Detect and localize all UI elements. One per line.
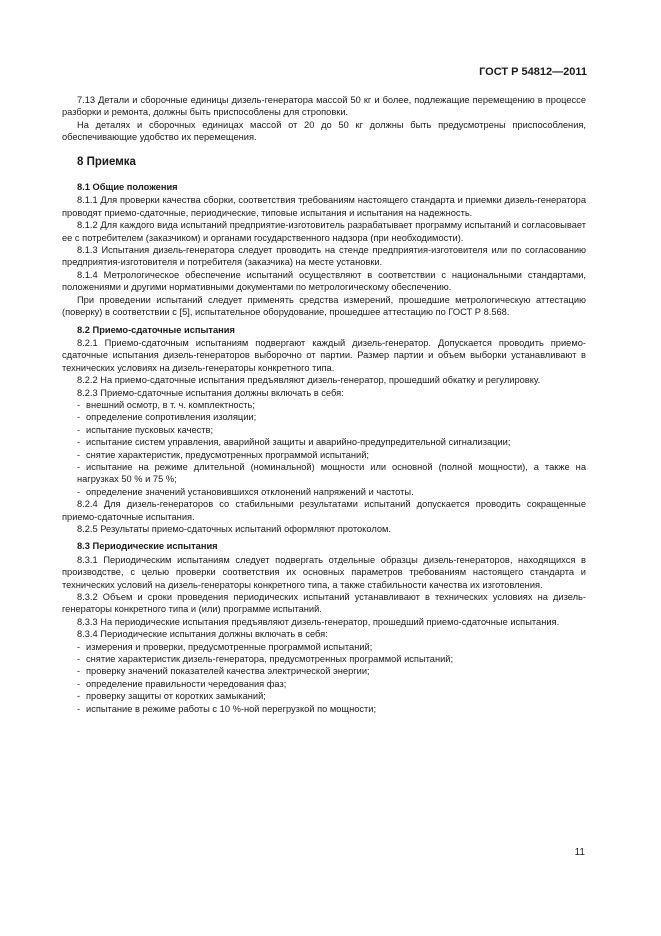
paragraph: 8.2.3 Приемо-сдаточные испытания должны включать в себя:: [77, 387, 344, 398]
list-item: - проверку значений показателей качества электрической энергии;: [77, 666, 370, 677]
list-item: - определение значений установившихся отклонений напряжений и частоты.: [77, 486, 414, 497]
paragraph: При проведении испытаний следует применять средства измерений, прошедшие метрологическую аттестацию (поверку) в соответствии с [5], испытательное оборудование, прошедшее аттестацию по ГОСТ Р 8.568.: [62, 294, 586, 318]
paragraph: 8.2.2 На приемо-сдаточные испытания предъявляют дизель-генератор, прошедший обкатку и регулировку.: [77, 375, 541, 386]
paragraph: 8.3.4 Периодические испытания должны включать в себя:: [77, 629, 328, 640]
paragraph: 8.1.2 Для каждого вида испытаний предприятие-изготовитель разрабатывает программу испытаний и согласовывает ее с потребителем (заказчиком) и органами государственного надзора (при необходимости).: [62, 220, 586, 243]
list-item: - испытание в режиме работы с 10 %-ной перегрузкой по мощности;: [77, 703, 377, 714]
list-item: - определение правильности чередования фаз;: [77, 678, 287, 689]
paragraph: На деталях и сборочных единицах массой от 20 до 50 кг должны быть предусмотрены приспособления, обеспечивающие удобство их перемещения.: [62, 119, 586, 143]
list-item: - проверку защиты от коротких замыканий;: [77, 691, 266, 702]
list-item: - измерения и проверки, предусмотренные программой испытаний;: [77, 641, 373, 652]
page-number: 11: [574, 847, 585, 858]
list-item: - снятие характеристик дизель-генератора, предусмотренных программой испытаний;: [77, 654, 454, 665]
paragraph: 8.1.3 Испытания дизель-генератора следует проводить на стенде предприятия-изготовителя или по согласованию предприятия-изготовителя и потребителя (заказчика) на месте установки.: [62, 245, 586, 268]
paragraph: 8.1.1 Для проверки качества сборки, соответствия требованиям настоящего стандарта и приемки дизель-генератора проводят приемо-сдаточные, периодические, типовые испытания и испытания на надежность.: [62, 195, 586, 218]
paragraph: 7.13 Детали и сборочные единицы дизель-генератора массой 50 кг и более, подлежащие перемещению в процессе разборки и ремонта, должны быть приспособлены для строповки.: [62, 95, 586, 118]
list-item: - испытание на режиме длительной (номинальной) мощности или основной (полной мощности), а также на нагрузках 50 % и 75 %;: [77, 461, 586, 485]
list-item: - определение сопротивления изоляции;: [77, 412, 257, 423]
subsection-heading: 8.1 Общие положения: [77, 182, 178, 193]
paragraph: 8.2.5 Результаты приемо-сдаточных испытаний оформляют протоколом.: [77, 524, 391, 534]
list-item: - испытание систем управления, аварийной защиты и аварийно-предупредительной сигнализации;: [77, 437, 511, 448]
document-header: ГОСТ Р 54812—2011: [479, 66, 587, 78]
list-item: - внешний осмотр, в т. ч. комплектность;: [77, 399, 255, 410]
page-body: [62, 94, 586, 715]
paragraph: 8.3.3 На периодические испытания предъявляют дизель-генератор, прошедший приемо-сдаточные испытания.: [77, 616, 560, 627]
paragraph: 8.2.1 Приемо-сдаточным испытаниям подвергают каждый дизель-генератор. Допускается проводить приемо-сдаточные испытания дизель-генераторов выборочно от партии. Размер партии и объем выборки устанавливают в технических условиях на дизель-генераторы конкретного типа.: [62, 337, 586, 373]
paragraph: 8.2.4 Для дизель-генераторов со стабильными результатами испытаний допускается проводить сокращенные приемо-сдаточные испытания.: [62, 499, 586, 522]
subsection-heading: 8.2 Приемо-сдаточные испытания: [77, 324, 235, 335]
paragraph: 8.3.2 Объем и сроки проведения периодических испытаний устанавливают в технических условиях на дизель-генераторы конкретного типа и (или) программе испытаний.: [62, 592, 586, 615]
list-item: - снятие характеристик, предусмотренных программой испытаний;: [77, 449, 370, 460]
paragraph: 8.1.4 Метрологическое обеспечение испытаний осуществляют в соответствии с национальными стандартами, положениями и другими нормативными документами по метрологическому обеспечению.: [62, 269, 586, 293]
subsection-heading: 8.3 Периодические испытания: [77, 541, 218, 552]
section-heading: 8 Приемка: [77, 155, 136, 168]
list-item: - испытание пусковых качеств;: [77, 424, 214, 435]
paragraph: 8.3.1 Периодическим испытаниям следует подвергать отдельные образцы дизель-генераторов, находящихся в производстве, с целью проверки соответствия их основных параметров требованиям настоящего стандарта и технических условий на дизель-генераторы конкретного типа, а также стабильности качества их изготовления.: [62, 554, 586, 590]
